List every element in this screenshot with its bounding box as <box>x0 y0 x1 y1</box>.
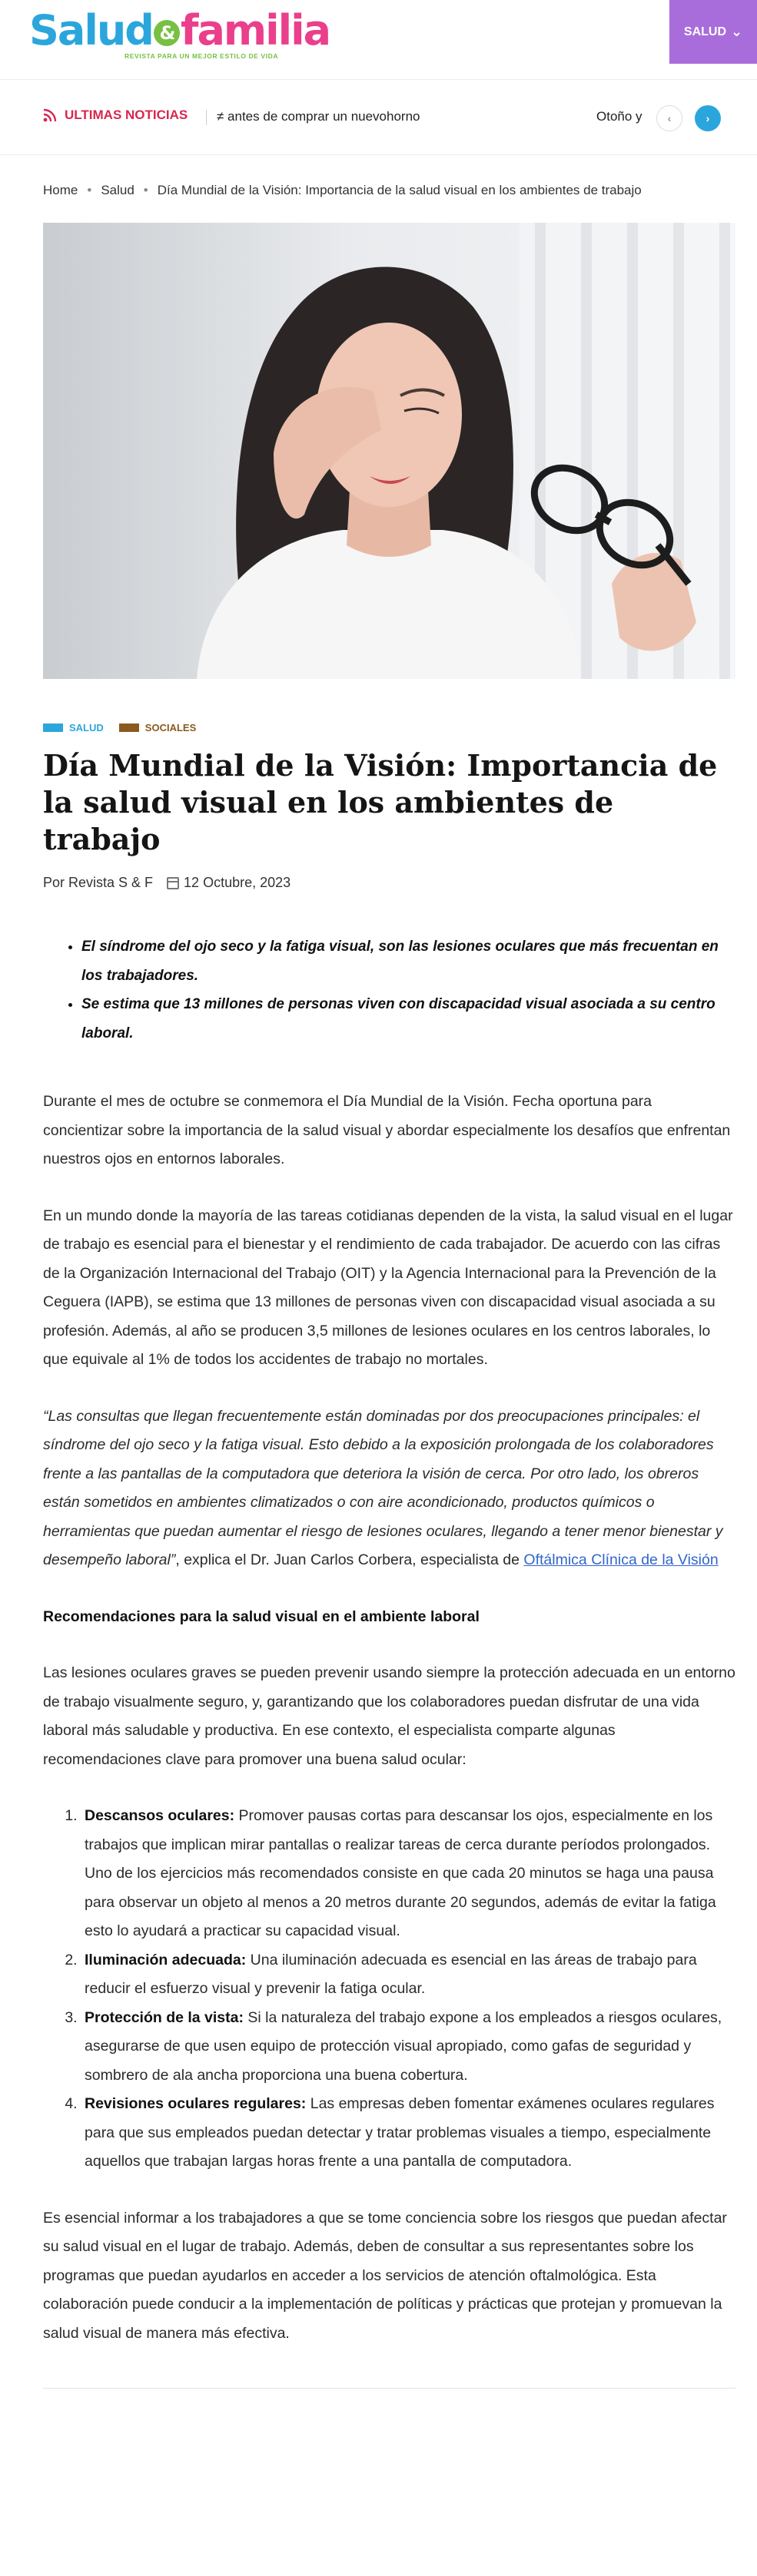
ticker-divider <box>206 110 207 125</box>
paragraph-context: En un mundo donde la mayoría de las tareas cotidianas dependen de la vista, la salud visual en el lugar de trabajo es esencial para el bienestar y el rendimiento de cada trabajador. De acuerdo con las cifras de la Organización Internacional del Trabajo (OIT) y la Agencia Internacional para la Prevención de la Ceguera (IAPB), se estima que 13 millones de personas viven con discapacidad visual asociada a su profesión. Además, al año se producen 3,5 millones de lesiones oculares en los centros laborales, lo que equivale al 1% de todos los accidentes de trabajo no mortales. <box>43 1207 733 1368</box>
recommendation-title: Protección de la vista: <box>85 2008 244 2026</box>
category-marker <box>43 723 63 732</box>
recommendations-list <box>43 1802 735 2177</box>
article-title: Día Mundial de la Visión: Importancia de la salud visual en los ambientes de trabajo <box>43 748 718 856</box>
paragraph-conclusion: Es esencial informar a los trabajadores a que se tome conciencia sobre los riesgos que puedan afectar su salud visual en el lugar de trabajo. Además, deben de consultar a sus representantes sobre los programas que puedan ayudarlos en acceder a los servicios de atención oftalmológica. Esta colaboración puede conducir a la implementación de políticas y prácticas que protejan y promuevan la salud visual de manera más efectiva. <box>43 2209 727 2342</box>
featured-image <box>43 223 735 679</box>
recommendation-item <box>81 2090 735 2177</box>
recommendation-title: Iluminación adecuada: <box>85 1951 247 1968</box>
highlight-item: • Se estima que 13 millones de personas viven con discapacidad visual asociada a su centro laboral. <box>81 990 735 1048</box>
ticker-headline[interactable]: ≠ antes de comprar un nuevohorno <box>217 109 420 124</box>
ticker-label-text: ULTIMAS NOTICIAS <box>65 108 188 122</box>
breadcrumb-salud[interactable]: Salud <box>101 183 134 197</box>
paragraph-intro: Durante el mes de octubre se conmemora el Día Mundial de la Visión. Fecha oportuna para concientizar sobre la importancia de la salud visual y abordar especialmente los desafíos que enfrentan nuestros ojos en entornos laborales. <box>43 1093 731 1167</box>
section-heading: Recomendaciones para la salud visual en el ambiente laboral <box>43 1608 480 1625</box>
chevron-left-icon: ‹ <box>667 112 672 124</box>
calendar-icon <box>167 877 179 889</box>
rss-icon <box>43 108 57 122</box>
post-categories <box>43 722 757 733</box>
ticker-headline-next[interactable]: Otoño y <box>596 109 642 124</box>
category-menu-button[interactable] <box>669 0 757 64</box>
ticker-prev-button[interactable] <box>656 105 682 131</box>
recommendation-text: Promover pausas cortas para descansar los ojos, especialmente en los trabajos que implican mirar pantallas o realizar tareas de cerca durante períodos prolongados. Uno de los ejercicios más recomendados consiste en que cada 20 minutos se haga una pausa para observar un objeto al menos a 20 metros durante 20 segundos, además de evitar la fatiga esto lo ayudará a practicar su capacidad visual. <box>85 1807 716 1939</box>
quote-text: “Las consultas que llegan frecuentemente están dominadas por dos preocupaciones principales: el síndrome del ojo seco y la fatiga visual. Esto debido a la exposición prolongada de los colaboradores frente a las pantallas de la computadora que deteriora la visión de cerca. Por otro lado, los obreros están sometidos en ambientes climatizados o con aire acondicionado, productos químicos o herramientas que puedan aumentar el riesgo de lesiones oculares, llegando a tener menor bienestar y desempeño laboral” <box>43 1407 723 1568</box>
recommendation-item <box>81 1802 735 1946</box>
clinic-link[interactable]: Oftálmica Clínica de la Visión <box>523 1551 719 1568</box>
recommendation-item <box>81 2004 735 2091</box>
category-salud[interactable] <box>43 722 104 733</box>
content-divider <box>43 2388 735 2389</box>
recommendation-item <box>81 1946 735 2004</box>
post-date-text: 12 Octubre, 2023 <box>184 875 291 890</box>
recommendation-text: Si la naturaleza del trabajo expone a los empleados a riesgos oculares, asegurarse de que usen equipo de protección visual apropiado, como gafas de seguridad y sombrero de ala ancha proporciona una buena cobertura. <box>85 2008 722 2084</box>
paragraph-recommendations-intro: Las lesiones oculares graves se pueden prevenir usando siempre la protección adecuada en un entorno de trabajo visualmente seguro, y, garantizando que los colaboradores puedan disfrutar de una vida laboral más saludable y productiva. En ese contexto, el especialista comparte algunas recomendaciones clave para promover una buena salud ocular: <box>43 1664 735 1768</box>
logo-ampersand: & <box>154 20 180 46</box>
article-highlights <box>43 932 735 1048</box>
expert-quote <box>43 1402 735 1575</box>
category-label: SALUD <box>69 722 104 733</box>
logo-salud: Salud <box>29 6 153 55</box>
logo-wordmark <box>29 6 330 55</box>
breadcrumb <box>0 155 757 223</box>
recommendation-title: Revisiones oculares regulares: <box>85 2095 307 2112</box>
ticker-next-button[interactable] <box>695 105 721 131</box>
category-label: SOCIALES <box>144 722 197 733</box>
recommendation-text: Las empresas deben fomentar exámenes oculares regulares para que sus empleados puedan detectar y tratar problemas visuales a tiempo, especialmente aquellos que trabajan largas horas frente a una pantalla de computadora. <box>85 2095 715 2170</box>
menu-label: SALUD <box>683 25 726 38</box>
chevron-right-icon: › <box>706 112 710 124</box>
news-ticker <box>0 80 757 155</box>
highlight-item: • El síndrome del ojo seco y la fatiga visual, son las lesiones oculares que más frecuentan en los trabajadores. <box>81 932 735 990</box>
post-meta <box>43 875 757 891</box>
site-header <box>0 0 757 80</box>
post-author[interactable]: Por Revista S & F <box>43 875 154 890</box>
category-marker <box>119 723 139 732</box>
breadcrumb-current: Día Mundial de la Visión: Importancia de la salud visual en los ambientes de trabajo <box>157 183 642 197</box>
article-body <box>43 932 735 2348</box>
logo-tagline: REVISTA PARA UN MEJOR ESTILO DE VIDA <box>125 52 279 60</box>
breadcrumb-separator: • <box>87 183 92 197</box>
post-date <box>167 875 291 891</box>
ticker-label <box>43 108 188 123</box>
featured-photo-illustration <box>43 223 735 679</box>
breadcrumb-separator: • <box>143 183 148 197</box>
site-logo[interactable] <box>29 6 330 63</box>
quote-attribution: , explica el Dr. Juan Carlos Corbera, especialista de <box>175 1551 524 1568</box>
category-sociales[interactable] <box>119 722 196 733</box>
breadcrumb-home[interactable]: Home <box>43 183 78 197</box>
recommendation-text: Una iluminación adecuada es esencial en las áreas de trabajo para reducir el esfuerzo visual y prevenir la fatiga ocular. <box>85 1951 697 1997</box>
chevron-down-icon: ⌄ <box>731 24 743 39</box>
recommendation-title: Descansos oculares: <box>85 1807 235 1824</box>
logo-familia: familia <box>180 6 330 55</box>
